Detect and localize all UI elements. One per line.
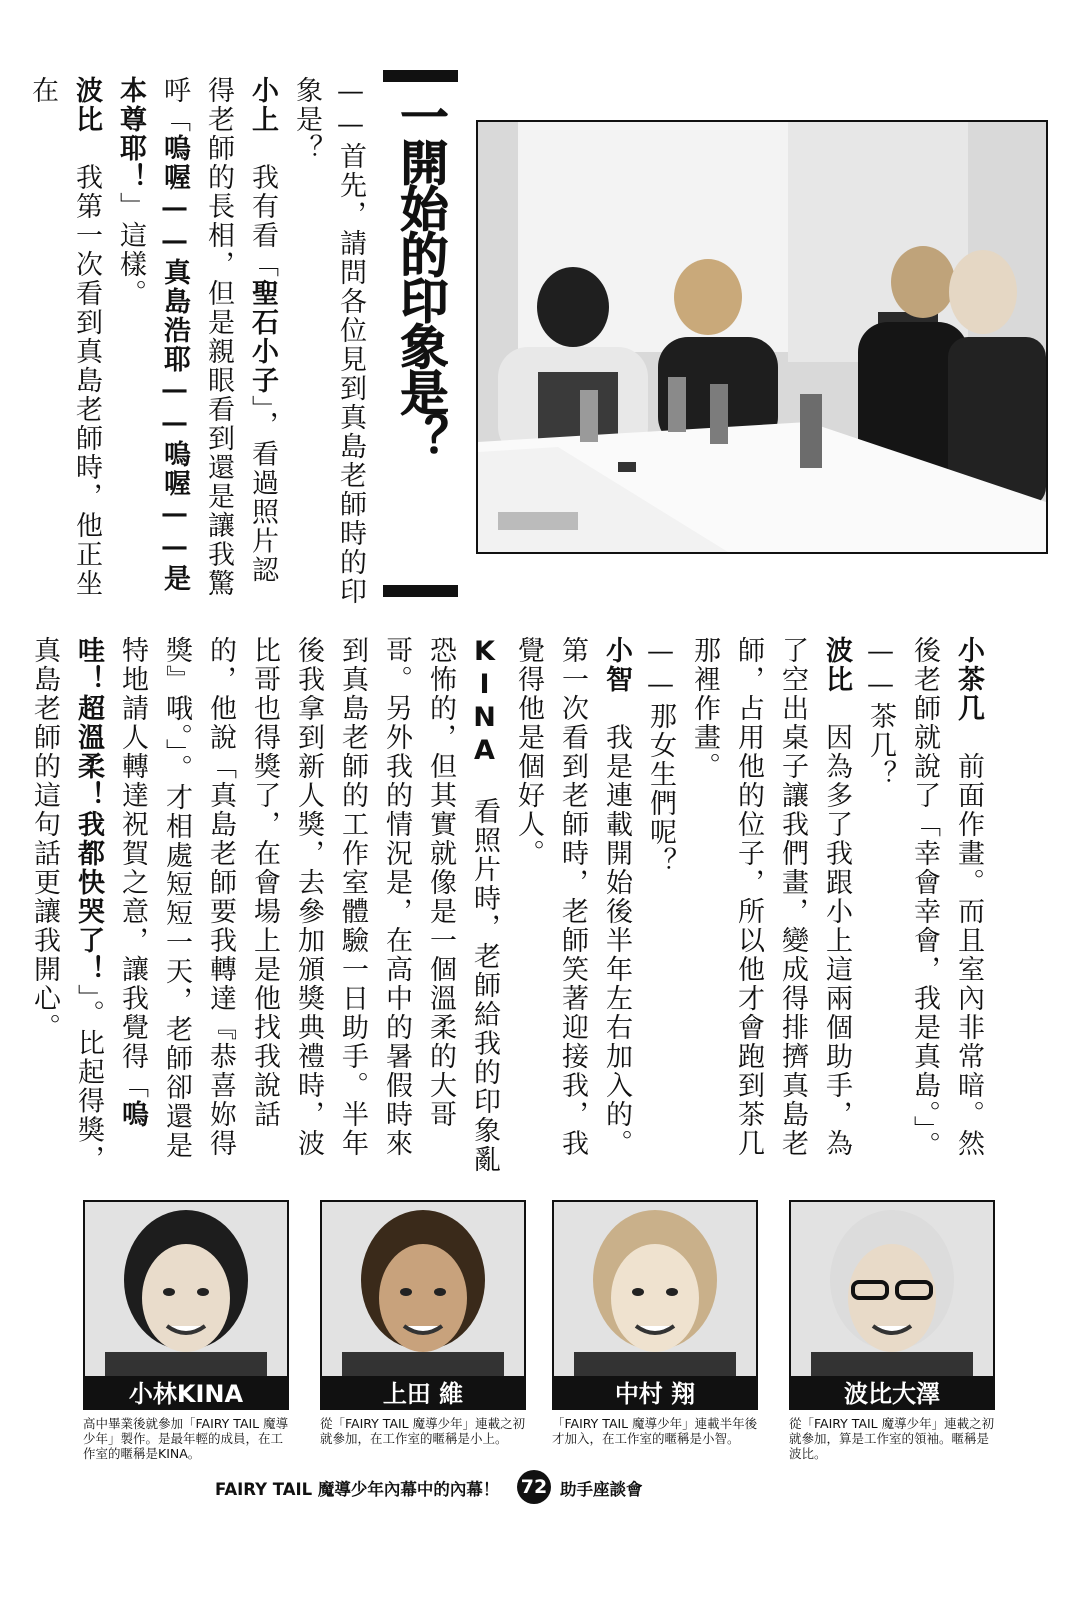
footer-section-title: 助手座談會 bbox=[560, 1480, 643, 1499]
portrait-photo bbox=[85, 1202, 287, 1376]
member-portrait bbox=[552, 1200, 758, 1378]
portrait-photo bbox=[791, 1202, 993, 1376]
member-portrait bbox=[789, 1200, 995, 1378]
member-name: 波比大澤 bbox=[789, 1378, 995, 1410]
speaker-name: KINA bbox=[469, 636, 500, 768]
interview-answer bbox=[27, 76, 102, 598]
portrait-illustration bbox=[85, 1202, 287, 1376]
interview-answer bbox=[689, 636, 852, 1158]
interview-answer bbox=[909, 636, 984, 1160]
answer-text: 因為多了我跟小上這兩個助手，為了空出桌子讓我們畫，變成得排擠真島老師，占用他的位子，所以他才會跑到茶几那裡作畫。 bbox=[689, 636, 852, 1158]
portrait-illustration bbox=[322, 1202, 524, 1376]
answer-text: 」。比起得獎，真島老師的這句話更讓我開心。 bbox=[29, 636, 104, 1174]
answer-text: 」這樣。 bbox=[115, 192, 146, 308]
question-text: ——首先，請問各位見到真島老師時的印象是？ bbox=[291, 76, 366, 606]
interview-answer bbox=[29, 636, 500, 1174]
page-footer bbox=[215, 1472, 855, 1502]
answer-text: 前面作畫。而且室內非常暗。然後老師就說了「幸會幸會，我是真島。」。 bbox=[909, 636, 984, 1160]
answer-text: 我是連載開始後半年左右加入的。第一次看到老師時，老師笑著迎接我，我覺得他是個好人。 bbox=[513, 636, 632, 1158]
portrait-illustration bbox=[554, 1202, 756, 1376]
interview-question bbox=[645, 636, 676, 876]
question-text: ——那女生們呢？ bbox=[645, 636, 676, 876]
speaker-name: 小上 bbox=[247, 76, 278, 134]
question-text: ——茶几？ bbox=[865, 636, 896, 789]
portrait-illustration bbox=[791, 1202, 993, 1376]
member-caption: 從「FAIRY TAIL 魔導少年」連載之初就參加，算是工作室的領袖。暱稱是波比。 bbox=[789, 1416, 995, 1461]
answer-text: 看照片時，老師給我的印象亂恐怖的，但其實就像是一個溫柔的大哥哥。另外我的情況是，在高中的暑假時來到真島老師的工作室體驗一日助手。半年後我拿到新人獎，去參加頒獎典禮時，波比哥也得獎了，在會場上是他找我說話的，他說「真島老師要我轉達『恭喜妳得獎』哦。」。才相處短短一天，老師卻還是特地請人轉達祝賀之意，讓我覺得「 bbox=[117, 636, 500, 1174]
portrait-photo bbox=[554, 1202, 756, 1376]
member-caption: 「FAIRY TAIL 魔導少年」連載半年後才加入，在工作室的暱稱是小智。 bbox=[552, 1416, 758, 1446]
footer-series-title: FAIRY TAIL 魔導少年內幕中的內幕！ bbox=[215, 1480, 500, 1499]
answer-text: 」，看過照片認得老師的長相，但是親眼看到還是讓我驚呼「 bbox=[159, 76, 278, 598]
speaker-name: 小茶几 bbox=[953, 636, 984, 723]
interview-question bbox=[865, 636, 896, 789]
speaker-name: 小智 bbox=[601, 636, 632, 694]
member-name: 小林KINA bbox=[83, 1378, 289, 1410]
interview-answer bbox=[115, 76, 278, 598]
title-bar-bottom bbox=[383, 585, 458, 597]
group-photo bbox=[476, 120, 1048, 554]
interview-question bbox=[291, 76, 366, 606]
qa-bottom-block bbox=[22, 636, 990, 1176]
answer-text: 我有看「 bbox=[247, 163, 278, 279]
emphasis-text: 嗚喔——真島浩耶——嗚喔——是本尊耶！ bbox=[115, 76, 190, 593]
member-portrait bbox=[320, 1200, 526, 1378]
section-title: 一開始的印象是？ bbox=[392, 92, 448, 460]
member-portrait bbox=[83, 1200, 289, 1378]
group-photo-illustration bbox=[478, 122, 1046, 552]
member-caption: 從「FAIRY TAIL 魔導少年」連載之初就參加，在工作室的暱稱是小上。 bbox=[320, 1416, 526, 1446]
speaker-name: 波比 bbox=[71, 76, 102, 134]
speaker-name: 波比 bbox=[821, 636, 852, 694]
title-bar-top bbox=[383, 70, 458, 82]
portrait-photo bbox=[322, 1202, 524, 1376]
answer-text: 我第一次看到真島老師時，他正坐在 bbox=[27, 76, 102, 598]
page-number: 72 bbox=[517, 1470, 551, 1504]
member-name: 上田 維 bbox=[320, 1378, 526, 1410]
emphasis-text: 嗚哇！超溫柔！我都快哭了！ bbox=[73, 636, 148, 1129]
qa-top-block bbox=[20, 76, 372, 606]
interview-answer bbox=[513, 636, 632, 1158]
emphasis-text: 聖石小子 bbox=[247, 279, 278, 395]
member-caption: 高中畢業後就參加「FAIRY TAIL 魔導少年」製作。是最年輕的成員，在工作室的暱稱是KINA。 bbox=[83, 1416, 289, 1461]
member-name: 中村 翔 bbox=[552, 1378, 758, 1410]
